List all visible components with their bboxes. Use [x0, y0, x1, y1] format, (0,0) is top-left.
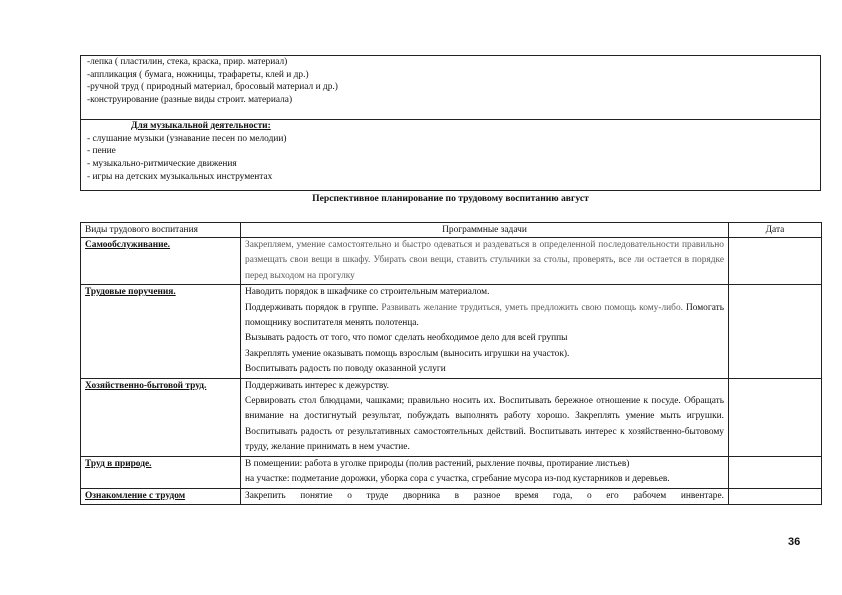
- table-row: [81, 456, 822, 488]
- music-heading: Для музыкальной деятельности:: [131, 121, 271, 131]
- task-fragment: Развивать желание трудиться, уметь предложить свою помощь кому-либо.: [381, 302, 683, 313]
- tasks-cell: [241, 378, 729, 456]
- material-line: -аппликация ( бумага, ножницы, трафареты, клей и др.): [87, 69, 309, 80]
- column-header-type: Виды трудового воспитания: [81, 223, 241, 238]
- music-line: - музыкально-ритмические движения: [87, 159, 237, 170]
- date-cell: [729, 456, 822, 488]
- materials-box: [80, 55, 821, 191]
- task-text: Закрепляем, умение самостоятельно и быстро одеваться и раздеваться в определенной последовательности правильно размещать свои вещи в шкафу. Убирать свои вещи, ставить стульчики за столы, проверять, все ли остается в порядке перед выходом на прогулку: [245, 240, 724, 281]
- music-line: - слушание музыки (узнавание песен по мелодии): [87, 133, 287, 144]
- table-row: [81, 378, 822, 456]
- music-line: - пение: [87, 146, 116, 157]
- page-number: 36: [788, 536, 801, 548]
- task-text: Сервировать стол блюдцами, чашками; правильно носить их. Воспитывать бережное отношение к посуде. Обращать внимание на достигнутый результат, побуждать выполнять работу хорошо. Закреплять умение мыть игрушки. Воспитывать радость от результативных самостоятельных действий. Воспитывать интерес к хозяйственно-бытовому труду, желание принимать в нем участие.: [245, 396, 724, 453]
- category-nature: Труд в природе.: [81, 456, 241, 488]
- task-text: Закреплять умение оказывать помощь взрослым (выносить игрушки на участок).: [245, 348, 570, 359]
- section-title: Перспективное планирование по трудовому воспитанию август: [312, 193, 589, 204]
- date-cell: [729, 378, 822, 456]
- labor-plan-table: [80, 222, 822, 505]
- tasks-cell: [241, 456, 729, 488]
- task-text: Наводить порядок в шкафчике со строительным материалом.: [245, 287, 490, 298]
- date-cell: [729, 488, 822, 504]
- task-text: Вызывать радость от того, что помог сделать необходимое дело для всей группы: [245, 333, 568, 344]
- task-text: Воспитывать радость по поводу оказанной услуги: [245, 364, 446, 375]
- category-assignments: Трудовые поручения.: [81, 285, 241, 378]
- music-line: - игры на детских музыкальных инструментах: [87, 171, 273, 182]
- task-text: Закрепить понятие о труде дворника в разное время года, о его рабочем инвентаре.: [245, 490, 724, 501]
- material-line: -лепка ( пластилин, стека, краска, прир. материал): [87, 57, 288, 67]
- category-acquaintance: Ознакомление с трудом: [81, 488, 241, 504]
- table-row: [81, 238, 822, 285]
- task-fragment: Поддерживать порядок в группе.: [245, 302, 379, 313]
- art-materials-cell: [81, 56, 821, 120]
- tasks-cell: [241, 488, 729, 504]
- tasks-cell: [241, 238, 729, 285]
- task-text: В помещении: работа в уголке природы (полив растений, рыхление почвы, протирание листьев): [245, 458, 630, 469]
- task-fragment: Помогать помощнику воспитателя менять полотенца.: [245, 302, 725, 329]
- table-row: [81, 488, 822, 504]
- task-text: на участке: подметание дорожки, уборка сора с участка, сгребание мусора из-под кустарников и деревьев.: [245, 474, 670, 485]
- table-header-row: [81, 223, 822, 238]
- material-line: -ручной труд ( природный материал, бросовый материал и др.): [87, 82, 338, 93]
- category-household: Хозяйственно-бытовой труд.: [81, 378, 241, 456]
- music-cell: [81, 120, 821, 191]
- table-row: [81, 285, 822, 378]
- column-header-date: Дата: [729, 223, 822, 238]
- tasks-cell: [241, 285, 729, 378]
- task-text: [245, 301, 724, 332]
- material-line: -конструирование (разные виды строит. материала): [87, 95, 293, 106]
- task-text: Поддерживать интерес к дежурству.: [245, 380, 390, 391]
- date-cell: [729, 285, 822, 378]
- column-header-tasks: Программные задачи: [241, 223, 729, 238]
- category-self-care: Самообслуживание.: [81, 238, 241, 285]
- date-cell: [729, 238, 822, 285]
